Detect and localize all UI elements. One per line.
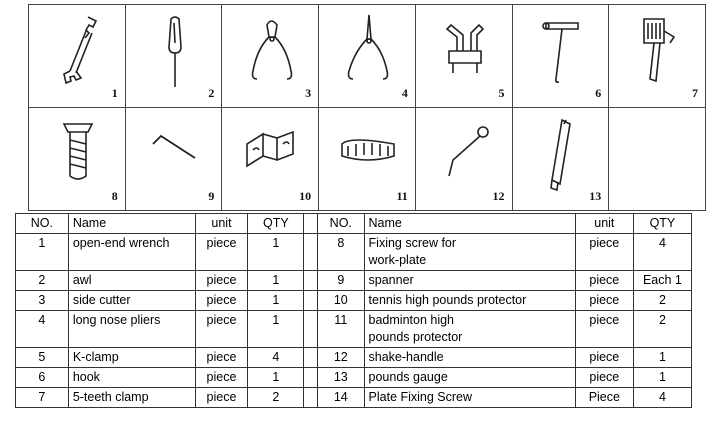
picture-number: 3 bbox=[305, 86, 312, 100]
picture-cell bbox=[319, 5, 416, 108]
cell-qty: 1 bbox=[633, 348, 691, 368]
table-row bbox=[16, 348, 692, 368]
cell-name: side cutter bbox=[68, 291, 195, 311]
picture-cell bbox=[222, 5, 319, 108]
fixing-screw-icon bbox=[47, 114, 109, 194]
cell-name: shake-handle bbox=[364, 348, 575, 368]
tennis-protector-icon bbox=[240, 114, 302, 194]
tool-picture-grid bbox=[28, 4, 706, 211]
k-clamp-icon bbox=[434, 11, 496, 91]
cell-name-line: pounds protector bbox=[368, 330, 463, 344]
cell-name: K-clamp bbox=[68, 348, 195, 368]
cell-unit: piece bbox=[195, 368, 248, 388]
column-gap bbox=[304, 214, 318, 234]
cell-qty: 4 bbox=[248, 348, 304, 368]
column-gap bbox=[304, 348, 318, 368]
empty-picture-cell bbox=[609, 108, 706, 211]
header-unit: unit bbox=[195, 214, 248, 234]
cell-name: spanner bbox=[364, 271, 575, 291]
cell-no: 12 bbox=[318, 348, 364, 368]
table-row bbox=[16, 271, 692, 291]
cell-no: 11 bbox=[318, 311, 364, 348]
cell-qty: 4 bbox=[633, 388, 691, 408]
column-gap bbox=[304, 388, 318, 408]
column-gap bbox=[304, 368, 318, 388]
cell-name bbox=[364, 311, 575, 348]
header-no: NO. bbox=[16, 214, 69, 234]
cell-unit: piece bbox=[195, 234, 248, 271]
cell-qty: 2 bbox=[248, 388, 304, 408]
picture-number: 12 bbox=[492, 189, 505, 203]
picture-number: 5 bbox=[498, 86, 505, 100]
header-no: NO. bbox=[318, 214, 364, 234]
cell-qty: 2 bbox=[633, 311, 691, 348]
shake-handle-icon bbox=[434, 114, 496, 194]
picture-cell bbox=[319, 108, 416, 211]
cell-name-line: badminton high bbox=[368, 313, 455, 327]
parts-list-table bbox=[15, 213, 692, 408]
picture-cell bbox=[222, 108, 319, 211]
column-gap bbox=[304, 271, 318, 291]
cell-no: 5 bbox=[16, 348, 69, 368]
spanner-icon bbox=[144, 114, 206, 194]
cell-name bbox=[364, 234, 575, 271]
picture-cell bbox=[415, 5, 512, 108]
awl-icon bbox=[144, 11, 206, 91]
column-gap bbox=[304, 291, 318, 311]
cell-no: 7 bbox=[16, 388, 69, 408]
cell-no: 3 bbox=[16, 291, 69, 311]
cell-qty: 1 bbox=[248, 271, 304, 291]
picture-number: 1 bbox=[111, 86, 118, 100]
side-cutter-icon bbox=[240, 11, 302, 91]
cell-unit: piece bbox=[195, 291, 248, 311]
cell-unit: piece bbox=[575, 291, 633, 311]
cell-qty: 1 bbox=[633, 368, 691, 388]
table-header-row bbox=[16, 214, 692, 234]
cell-name: long nose pliers bbox=[68, 311, 195, 348]
cell-name-line: Fixing screw for bbox=[368, 236, 457, 250]
picture-number: 6 bbox=[595, 86, 602, 100]
table-row bbox=[16, 234, 692, 271]
cell-qty: 1 bbox=[248, 311, 304, 348]
picture-cell bbox=[125, 5, 222, 108]
cell-name-line: work-plate bbox=[368, 253, 427, 267]
cell-name: hook bbox=[68, 368, 195, 388]
picture-number: 13 bbox=[589, 189, 602, 203]
open-end-wrench-icon bbox=[47, 11, 109, 91]
picture-number: 10 bbox=[299, 189, 312, 203]
picture-number: 9 bbox=[208, 189, 215, 203]
cell-name: 5-teeth clamp bbox=[68, 388, 195, 408]
header-qty: QTY bbox=[633, 214, 691, 234]
cell-qty: 2 bbox=[633, 291, 691, 311]
cell-name: awl bbox=[68, 271, 195, 291]
picture-cell bbox=[29, 5, 126, 108]
hook-icon bbox=[531, 11, 593, 91]
cell-no: 14 bbox=[318, 388, 364, 408]
cell-no: 8 bbox=[318, 234, 364, 271]
table-row bbox=[16, 368, 692, 388]
cell-unit: piece bbox=[575, 271, 633, 291]
cell-no: 10 bbox=[318, 291, 364, 311]
cell-no: 6 bbox=[16, 368, 69, 388]
cell-qty: 1 bbox=[248, 368, 304, 388]
cell-no: 9 bbox=[318, 271, 364, 291]
table-row bbox=[16, 311, 692, 348]
cell-name: pounds gauge bbox=[364, 368, 575, 388]
cell-unit: piece bbox=[575, 234, 633, 271]
pounds-gauge-icon bbox=[531, 114, 593, 194]
cell-qty: 4 bbox=[633, 234, 691, 271]
cell-name: tennis high pounds protector bbox=[364, 291, 575, 311]
cell-qty: 1 bbox=[248, 291, 304, 311]
header-qty: QTY bbox=[248, 214, 304, 234]
picture-cell bbox=[29, 108, 126, 211]
header-name: Name bbox=[68, 214, 195, 234]
picture-number: 11 bbox=[396, 189, 408, 203]
cell-qty: Each 1 bbox=[633, 271, 691, 291]
table-row bbox=[16, 388, 692, 408]
column-gap bbox=[304, 311, 318, 348]
long-nose-pliers-icon bbox=[337, 11, 399, 91]
table-row bbox=[16, 291, 692, 311]
column-gap bbox=[304, 234, 318, 271]
picture-cell bbox=[125, 108, 222, 211]
cell-unit: Piece bbox=[575, 388, 633, 408]
cell-no: 1 bbox=[16, 234, 69, 271]
picture-cell bbox=[415, 108, 512, 211]
cell-unit: piece bbox=[195, 388, 248, 408]
cell-qty: 1 bbox=[248, 234, 304, 271]
cell-unit: piece bbox=[195, 348, 248, 368]
picture-cell bbox=[512, 108, 609, 211]
cell-name: Plate Fixing Screw bbox=[364, 388, 575, 408]
cell-name: open-end wrench bbox=[68, 234, 195, 271]
header-unit: unit bbox=[575, 214, 633, 234]
five-teeth-clamp-icon bbox=[627, 11, 689, 91]
cell-unit: piece bbox=[195, 311, 248, 348]
picture-number: 8 bbox=[111, 189, 118, 203]
picture-number: 4 bbox=[401, 86, 408, 100]
picture-cell bbox=[609, 5, 706, 108]
picture-row bbox=[29, 108, 706, 211]
picture-cell bbox=[512, 5, 609, 108]
cell-unit: piece bbox=[575, 368, 633, 388]
picture-number: 2 bbox=[208, 86, 215, 100]
badminton-protector-icon bbox=[337, 114, 399, 194]
cell-no: 4 bbox=[16, 311, 69, 348]
header-name: Name bbox=[364, 214, 575, 234]
cell-no: 2 bbox=[16, 271, 69, 291]
cell-unit: piece bbox=[575, 311, 633, 348]
cell-no: 13 bbox=[318, 368, 364, 388]
cell-unit: piece bbox=[575, 348, 633, 368]
picture-number: 7 bbox=[692, 86, 698, 100]
picture-row bbox=[29, 5, 706, 108]
cell-unit: piece bbox=[195, 271, 248, 291]
